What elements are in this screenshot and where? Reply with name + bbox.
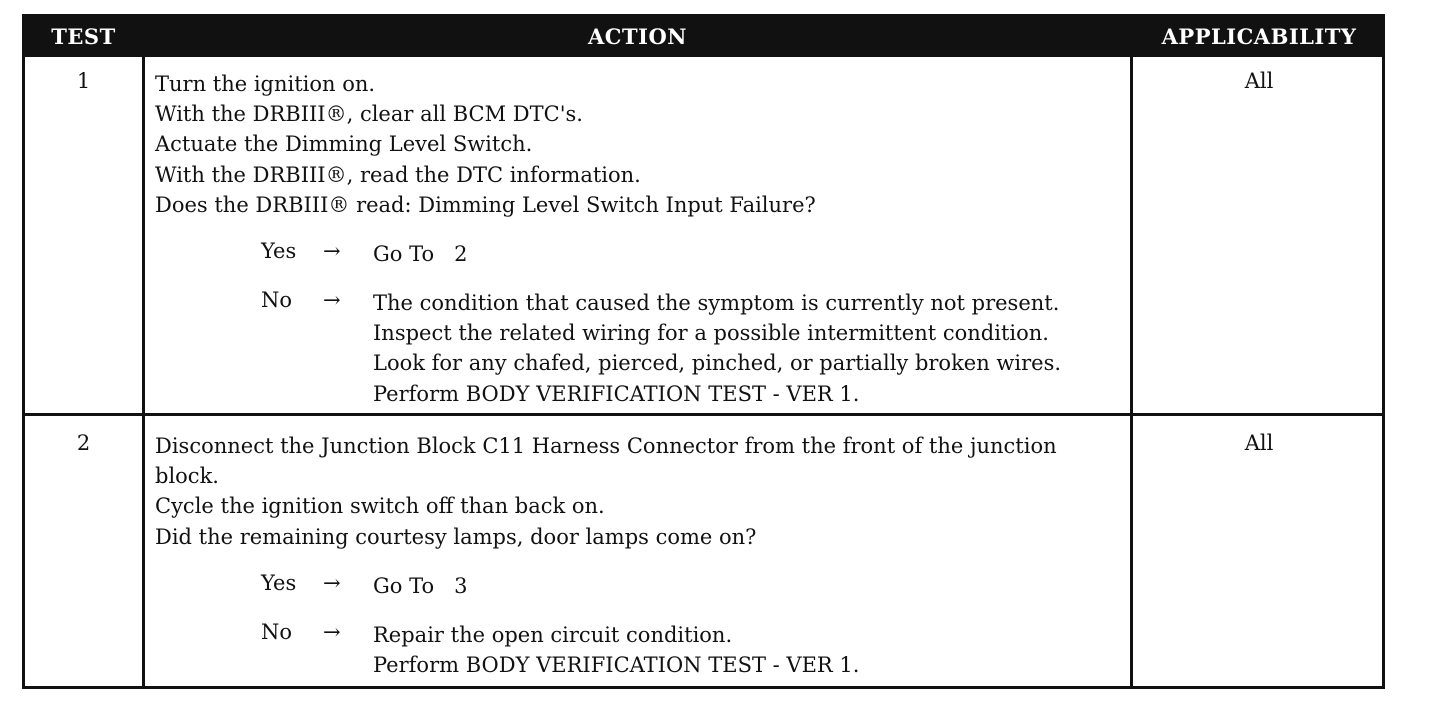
arrow-right-icon: → bbox=[323, 620, 341, 644]
column-divider bbox=[142, 57, 145, 686]
test-number: 1 bbox=[76, 69, 91, 93]
result-line: Look for any chafed, pierced, pinched, or partially broken wires. bbox=[373, 351, 1062, 376]
action-line: With the DRBIII®, clear all BCM DTC's. bbox=[155, 102, 583, 127]
action-line: Actuate the Dimming Level Switch. bbox=[155, 132, 533, 157]
column-divider bbox=[1130, 57, 1133, 686]
yes-label: Yes bbox=[261, 571, 297, 595]
result-line: Inspect the related wiring for a possible intermittent condition. bbox=[373, 321, 1049, 346]
diagnostic-test-table bbox=[22, 14, 1385, 689]
action-line: Does the DRBIII® read: Dimming Level Switch Input Failure? bbox=[155, 192, 816, 217]
action-steps bbox=[155, 69, 816, 220]
yes-label: Yes bbox=[261, 239, 297, 263]
action-line: Disconnect the Junction Block C11 Harness Connector from the front of the junction bbox=[155, 434, 1057, 458]
header-test: TEST bbox=[51, 24, 116, 49]
arrow-right-icon: → bbox=[323, 239, 341, 263]
no-result bbox=[373, 620, 859, 680]
result-line: Repair the open circuit condition. bbox=[373, 623, 733, 647]
no-label: No bbox=[261, 620, 293, 644]
row-divider bbox=[25, 413, 1382, 416]
action-steps bbox=[155, 431, 1057, 552]
action-line: With the DRBIII®, read the DTC information. bbox=[155, 162, 641, 187]
applicability-value: All bbox=[1244, 431, 1274, 455]
yes-result: Go To 2 bbox=[373, 242, 468, 266]
result-line: Perform BODY VERIFICATION TEST - VER 1. bbox=[373, 381, 860, 406]
result-line: Perform BODY VERIFICATION TEST - VER 1. bbox=[373, 653, 860, 678]
no-label: No bbox=[261, 288, 293, 312]
arrow-right-icon: → bbox=[323, 571, 341, 595]
test-number: 2 bbox=[76, 431, 91, 455]
result-line: The condition that caused the symptom is currently not present. bbox=[373, 291, 1060, 315]
table-header bbox=[25, 17, 1382, 57]
yes-result: Go To 3 bbox=[373, 574, 468, 598]
no-result bbox=[373, 288, 1061, 409]
arrow-right-icon: → bbox=[323, 288, 341, 312]
header-applicability: APPLICABILITY bbox=[1161, 24, 1357, 49]
action-line: Did the remaining courtesy lamps, door lamps come on? bbox=[155, 524, 757, 549]
action-line: Cycle the ignition switch off than back on. bbox=[155, 494, 605, 519]
applicability-value: All bbox=[1244, 69, 1274, 93]
header-action: ACTION bbox=[588, 24, 687, 49]
action-line: block. bbox=[155, 464, 219, 489]
action-line: Turn the ignition on. bbox=[155, 72, 376, 96]
